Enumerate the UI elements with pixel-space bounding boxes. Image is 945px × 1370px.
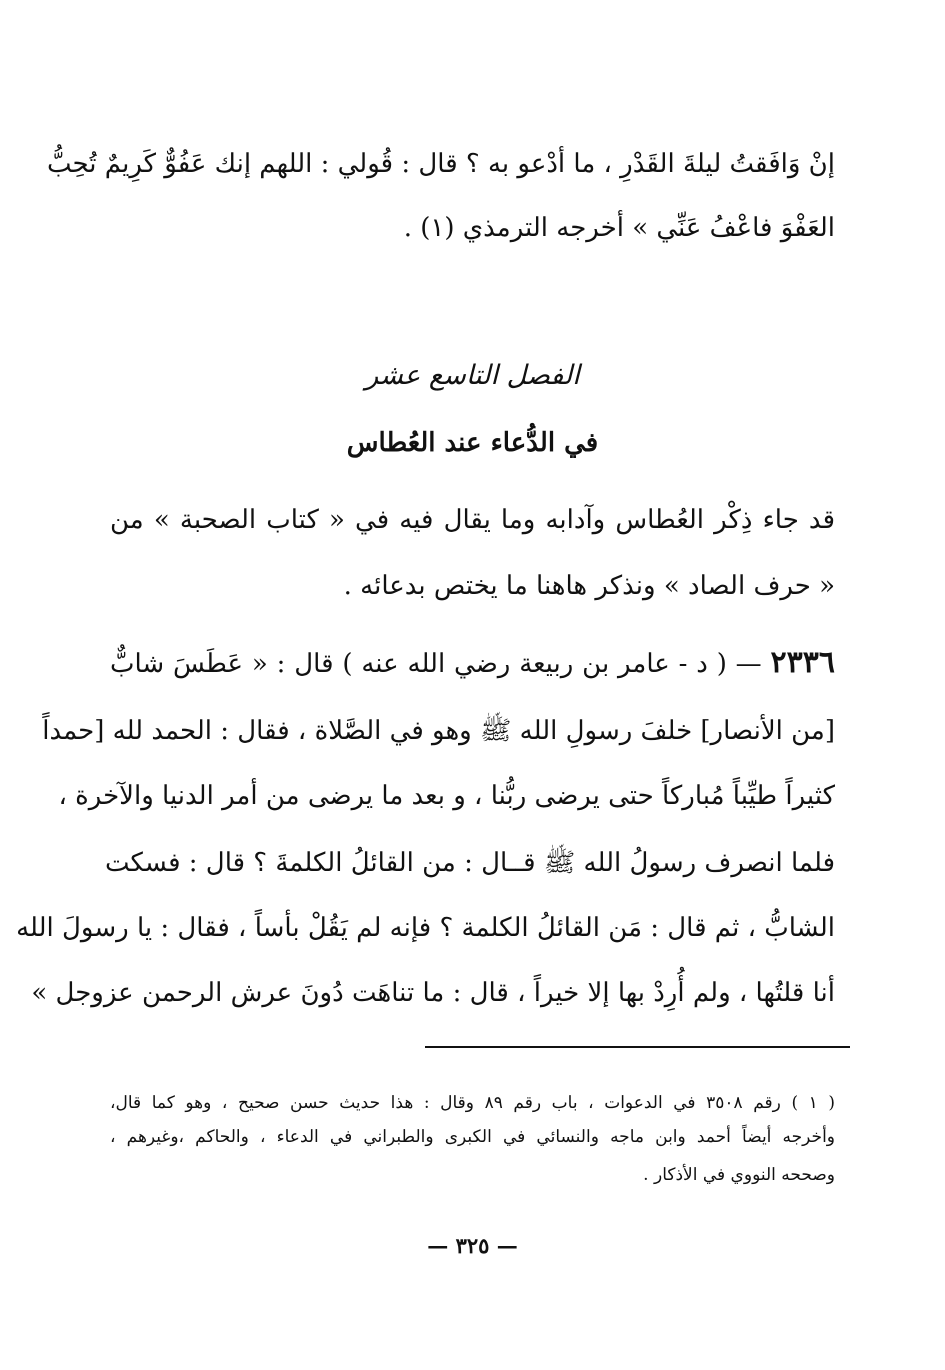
hadith-line-1	[110, 645, 835, 682]
hadith-number: ٢٣٣٦	[770, 645, 835, 680]
page-number: — ٣٢٥ —	[427, 1233, 518, 1258]
hadith-line-6: أنا قلتُها ، ولم أُرِدْ بها إلا خيراً ، قال : ما تناهَت دُونَ عرش الرحمن عزوجل »	[31, 978, 835, 1008]
intro-line-2: « حرف الصاد » ونذكر هاهنا ما يختص بدعائه .	[343, 571, 835, 601]
footnote-line-1: ( ١ ) رقم ٣٥٠٨ في الدعوات ، باب رقم ٨٩ وقال : هذا حديث حسن صحيح ، وهو كما قال،	[110, 1093, 836, 1113]
footnote-separator	[425, 1046, 850, 1048]
top-paragraph-line-2: العَفْوَ فاعْفُ عَنِّي » أخرجه الترمذي (١) .	[403, 213, 835, 243]
top-paragraph-line-1: إنْ وَافَقتُ ليلةَ القَدْرِ ، ما أدْعو به ؟ قال : قُولي : اللهم إنك عَفُوٌّ كَرِيمٌ تُحِبُّ	[46, 149, 835, 179]
chapter-title: الفصل التاسع عشر	[365, 360, 580, 391]
footnote-line-2: وأخرجه أيضاً أحمد وابن ماجه والنسائي في الكبرى والطبراني في الدعاء ، والحاكم ،وغيرهم ،	[110, 1127, 835, 1147]
chapter-heading: في الدُّعاء عند العُطاس	[346, 428, 599, 458]
footnote-line-3: وصححه النووي في الأذكار .	[643, 1165, 835, 1185]
hadith-line-1-text: — ( د - عامر بن ربيعة رضي الله عنه ) قال : « عَطَسَ شابٌّ	[110, 649, 762, 679]
intro-line-1: قد جاء ذِكْر العُطاس وآدابه وما يقال فيه في « كتاب الصحبة » من	[110, 505, 835, 535]
hadith-line-5: الشابُّ ، ثم قال : مَن القائلُ الكلمة ؟ فإنه لم يَقُلْ بأساً ، فقال : يا رسولَ الله	[16, 913, 835, 943]
hadith-line-4: فلما انصرف رسولُ الله ﷺ قــال : من القائلُ الكلمةَ ؟ قال : فسكت	[105, 848, 835, 878]
hadith-line-2: [من الأنصار] خلفَ رسولِ الله ﷺ وهو في الصَّلاة ، فقال : الحمد لله [حمداً	[42, 716, 835, 746]
hadith-line-3: كثيراً طيِّباً مُباركاً حتى يرضى ربُّنا ، و بعد ما يرضى من أمر الدنيا والآخرة ،	[58, 781, 835, 811]
